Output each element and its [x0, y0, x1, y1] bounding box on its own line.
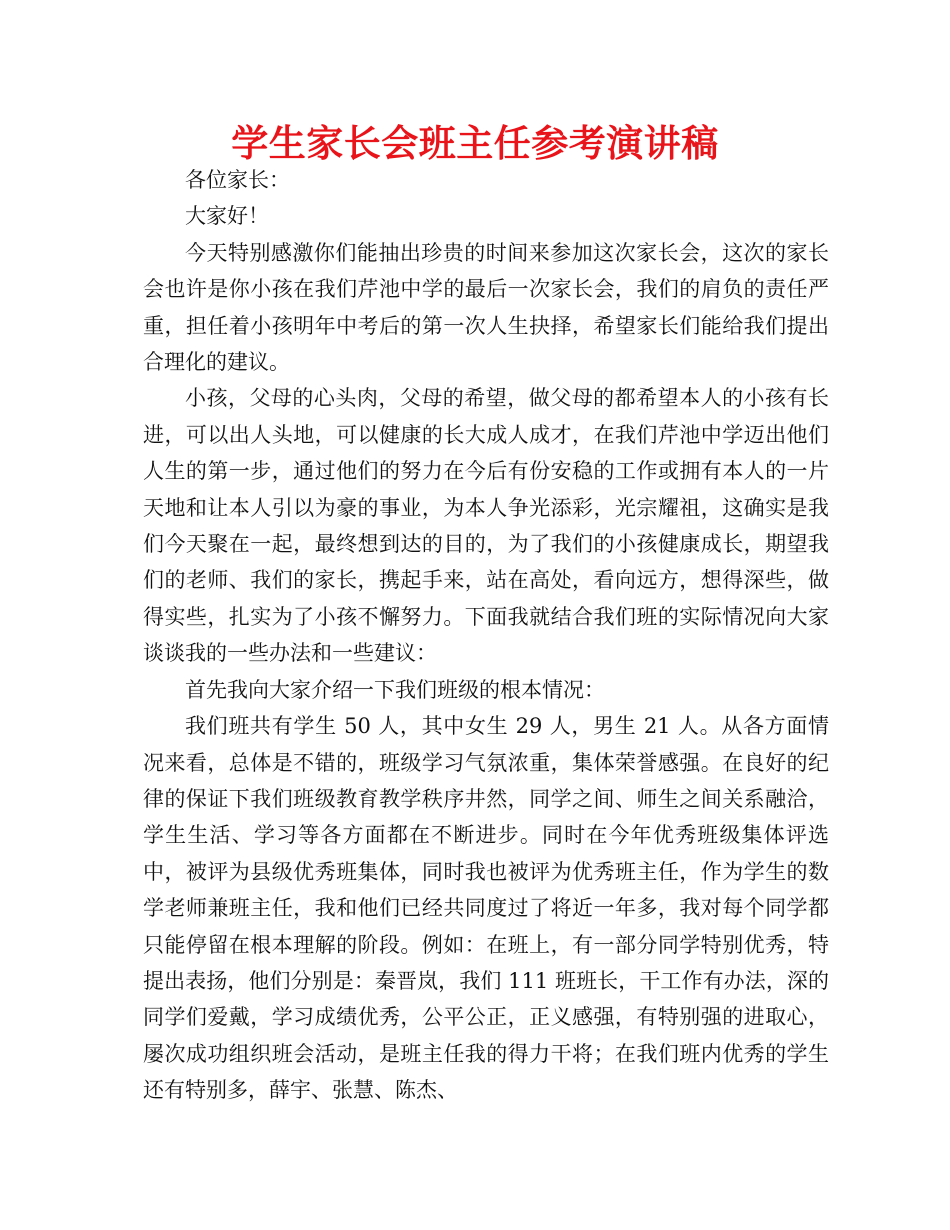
document-body	[143, 162, 829, 1109]
paragraph-class-intro: 首先我向大家介绍一下我们班级的根本情况：	[185, 677, 605, 702]
document-title: 学生家长会班主任参考演讲稿	[231, 122, 719, 165]
paragraph-class-details: 我们班共有学生 50 人，其中女生 29 人，男生 21 人。从各方面情况来看，总体是不错的，班级学习气氛浓重，集体荣誉感强。在良好的纪律的保证下我们班级教育教学秩序井然，同学之间、师生之间关系融洽，学生生活、学习等各方面都在不断进步。同时在今年优秀班级集体评选中，被评为县级优秀班集体，同时我也被评为优秀班主任，作为学生的数学老师兼班主任，我和他们已经共同度过了将近一年多，我对每个同学都只能停留在根本理解的阶段。例如：在班上，有一部分同学特别优秀，特提出表扬，他们分别是：秦晋岚，我们 111 班班长，干工作有办法，深的同学们爱戴，学习成绩优秀，公平公正，正义感强，有特别强的进取心，屡次成功组织班会活动，是班主任我的得力干将；在我们班内优秀的学生还有特别多，薛宇、张慧、陈杰、	[143, 714, 829, 1103]
salutation: 各位家长：	[185, 168, 290, 192]
greeting: 大家好！	[185, 204, 269, 229]
paragraph-hopes: 小孩，父母的心头肉，父母的希望，做父母的都希望本人的小孩有长进，可以出人头地，可以健康的长大成人成才，在我们芹池中学迈出他们人生的第一步，通过他们的努力在今后有份安稳的工作或拥有本人的一片天地和让本人引以为豪的事业，为本人争光添彩，光宗耀祖，这确实是我们今天聚在一起，最终想到达的目的，为了我们的小孩健康成长，期望我们的老师、我们的家长，携起手来，站在高处，看向远方，想得深些，做得实些，扎实为了小孩不懈努力。下面我就结合我们班的实际情况向大家谈谈我的一些办法和一些建议：	[143, 386, 829, 666]
paragraph-intro: 今天特别感激你们能抽出珍贵的时间来参加这次家长会，这次的家长会也许是你小孩在我们芹池中学的最后一次家长会，我们的肩负的责任严重，担任着小孩明年中考后的第一次人生抉择，希望家长们能给我们提出合理化的建议。	[143, 240, 829, 375]
